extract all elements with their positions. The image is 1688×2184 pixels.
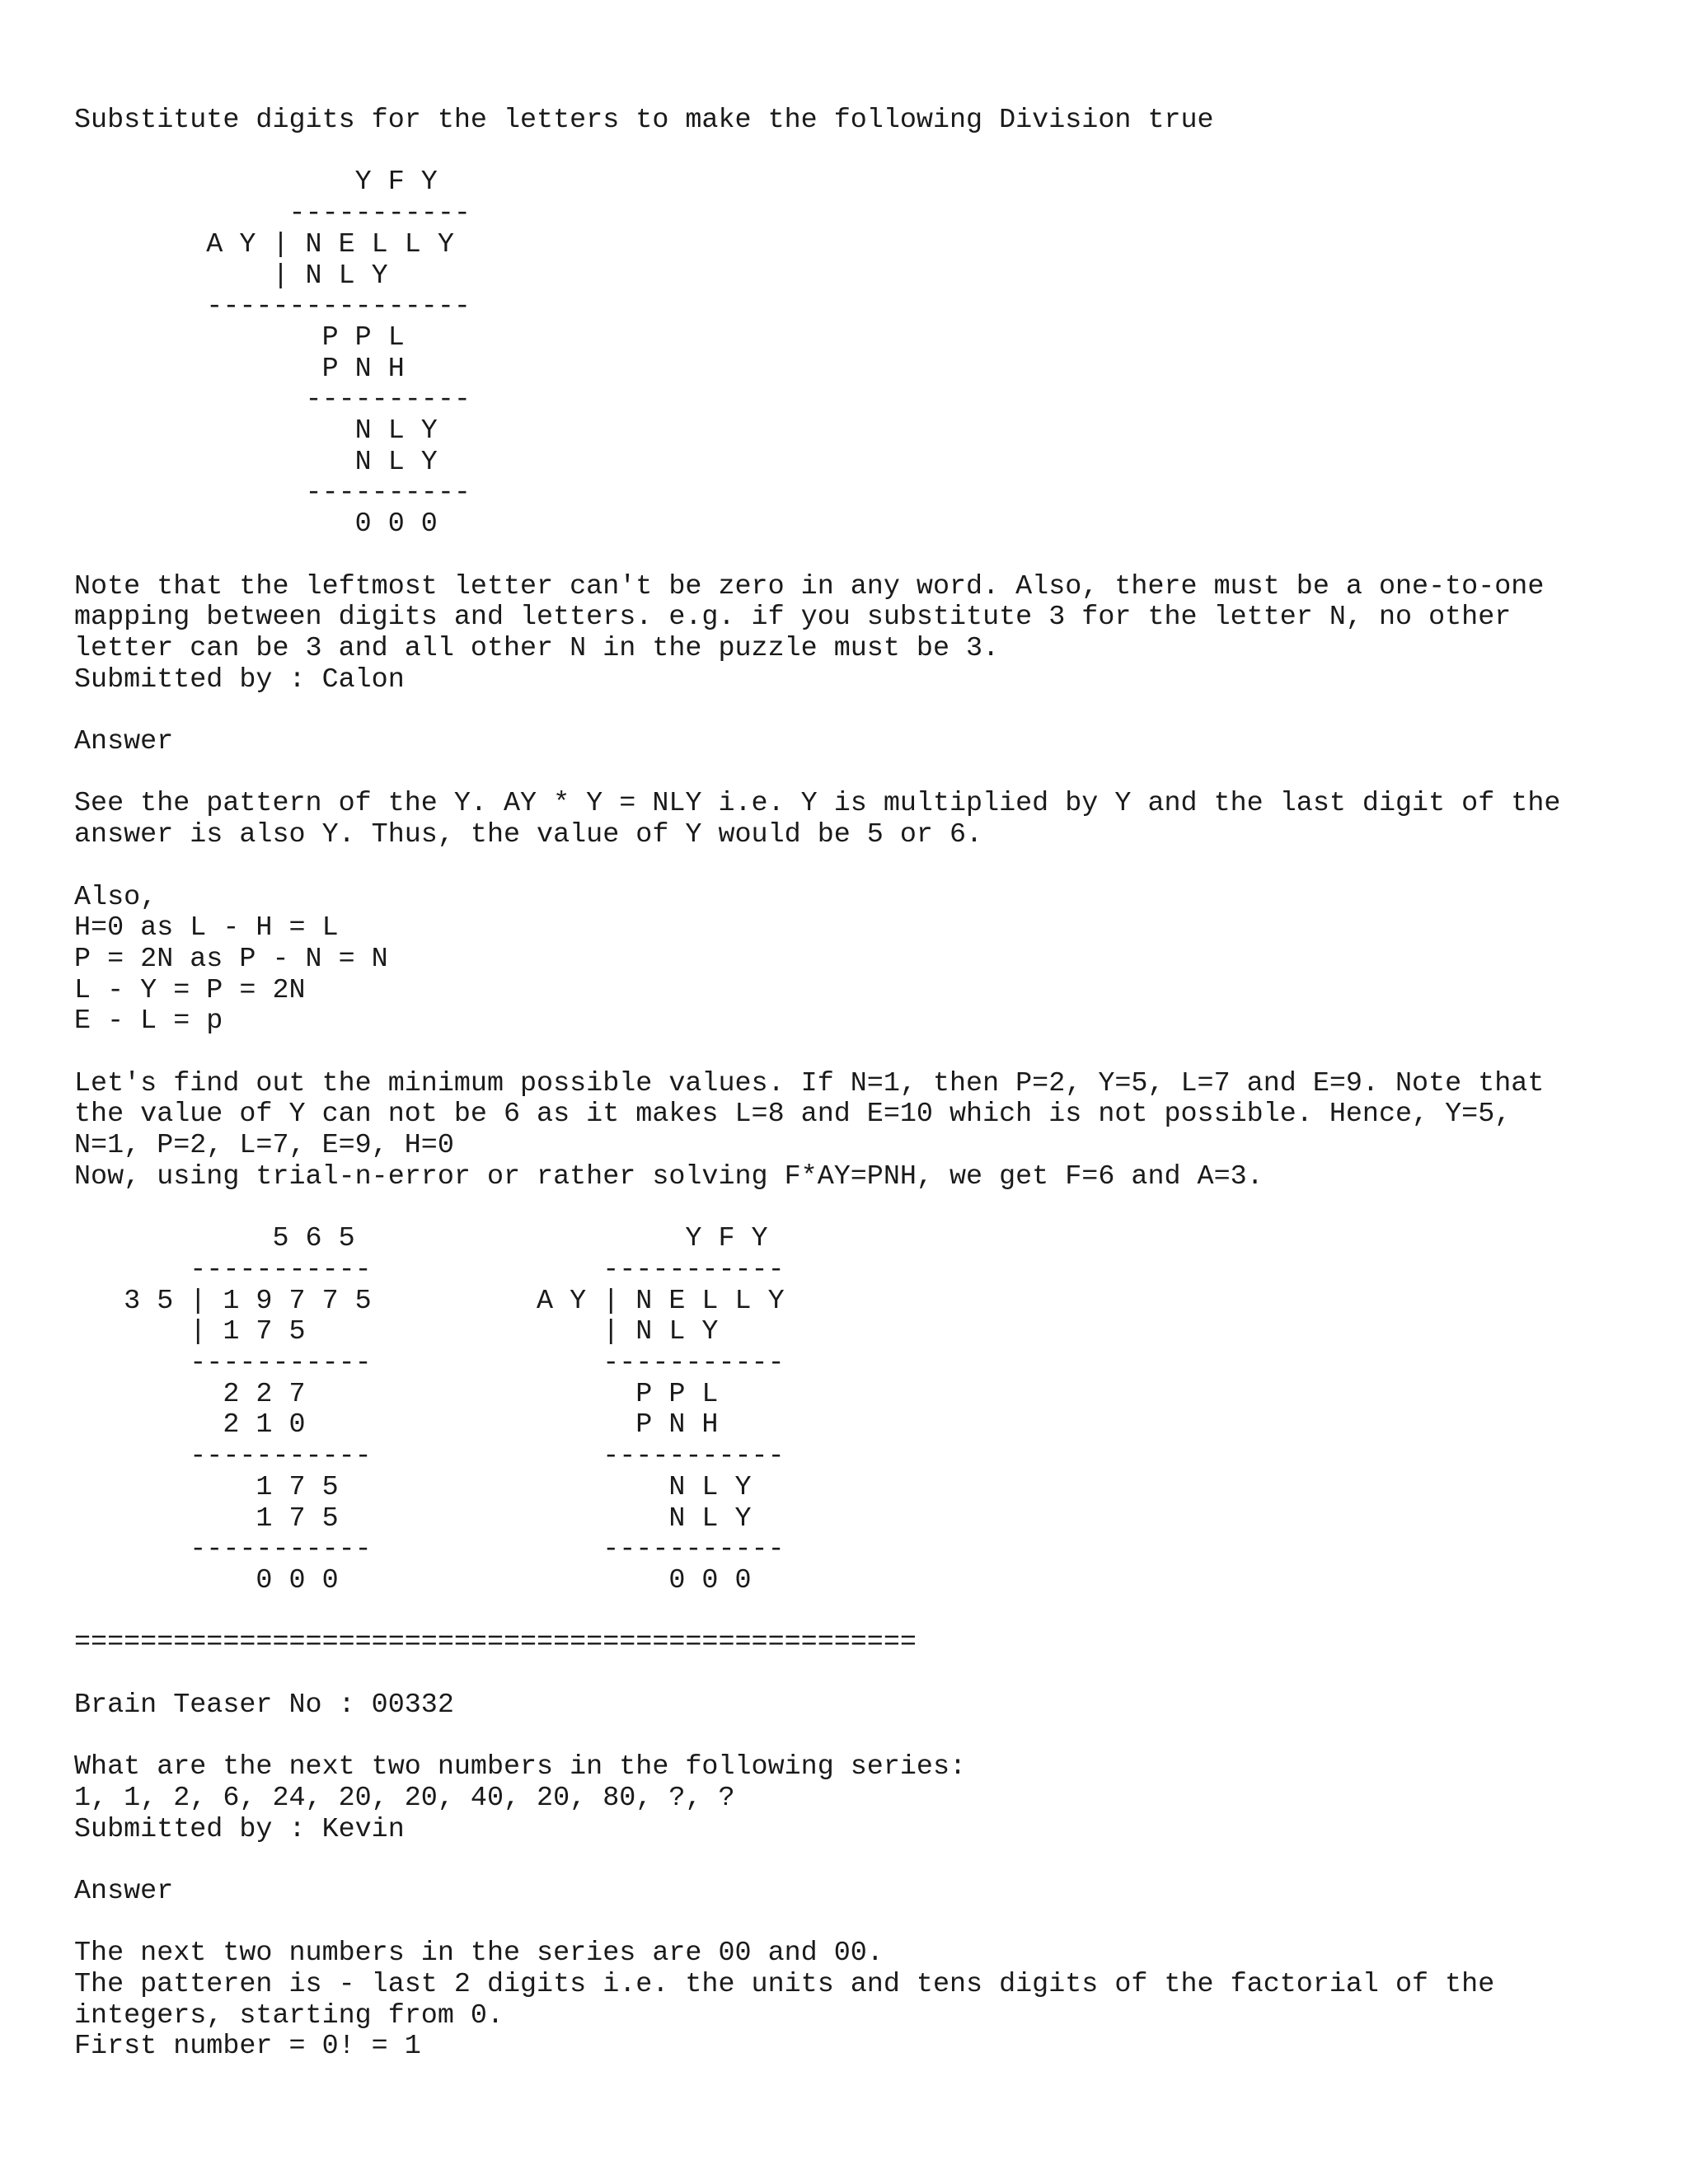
- spacer: [74, 541, 1657, 572]
- teaser-answer-text: The next two numbers in the series are 00 and 00. The patteren is - last 2 digits i.e. the units and tens digits of the factorial of the integers, starting from 0. First number = 0! = 1: [74, 1938, 1495, 2063]
- separator: ===================================================: [74, 1627, 917, 1659]
- teaser-title: Brain Teaser No : 00332: [74, 1689, 454, 1721]
- teaser-answer-heading: Answer: [74, 1875, 174, 1907]
- solution-figures: 5 6 5 Y F Y ----------- ----------- 3 5 | 1 9 7 7 5 A Y | N E L L Y | 1 7 5 | N L Y ----------- ----------- 2 2 7 P P L 2 1 0 P N H ----------- ----------- 1 7 5 N L Y 1 7 5 N L Y ----------- ----------- 0 0 0 0 0 0: [124, 1223, 785, 1596]
- puzzle-note: Note that the leftmost letter can't be zero in any word. Also, there must be a one-to-one mapping between digits and letters. e.g. if you substitute 3 for the letter N, no other letter can be 3 and all other N in the puzzle must be 3. Submitted by : Calon: [74, 570, 1545, 696]
- spacer: [74, 1038, 1657, 1069]
- spacer: [74, 696, 1657, 727]
- puzzle-statement: Substitute digits for the letters to make the following Division true: [74, 105, 1214, 136]
- spacer: [74, 851, 1657, 883]
- division-figure: Y F Y ----------- A Y | N E L L Y | N L Y ---------------- P P L P N H ---------- N L Y N L Y ---------- 0 0 0: [206, 166, 471, 541]
- spacer: [74, 758, 1657, 790]
- spacer: [74, 1193, 1657, 1225]
- answer-intro: See the pattern of the Y. AY * Y = NLY i.e. Y is multiplied by Y and the last digit of the answer is also Y. Thus, the value of Y would be 5 or 6.: [74, 788, 1561, 851]
- spacer: [74, 1721, 1657, 1752]
- document-page: [74, 105, 1657, 2063]
- spacer: [74, 137, 1657, 168]
- answer-heading: Answer: [74, 726, 174, 758]
- deductions: Also, H=0 as L - H = L P = 2N as P - N = N L - Y = P = 2N E - L = p: [74, 881, 388, 1038]
- spacer: [74, 1908, 1657, 1939]
- spacer: [74, 1597, 1657, 1629]
- conclusion: Let's find out the minimum possible values. If N=1, then P=2, Y=5, L=7 and E=9. Note that the value of Y can not be 6 as it makes L=8 and E=10 which is not possible. Hence, Y=5, N=1, P=2, L=7, E=9, H=0 Now, using trial-n-error or rather solving F*AY=PNH, we get F=6 and A=3.: [74, 1067, 1545, 1193]
- spacer: [74, 1659, 1657, 1690]
- spacer: [74, 1845, 1657, 1877]
- teaser-question: What are the next two numbers in the following series: 1, 1, 2, 6, 24, 20, 20, 40, 20, 80, ?, ? Submitted by : Kevin: [74, 1751, 967, 1845]
